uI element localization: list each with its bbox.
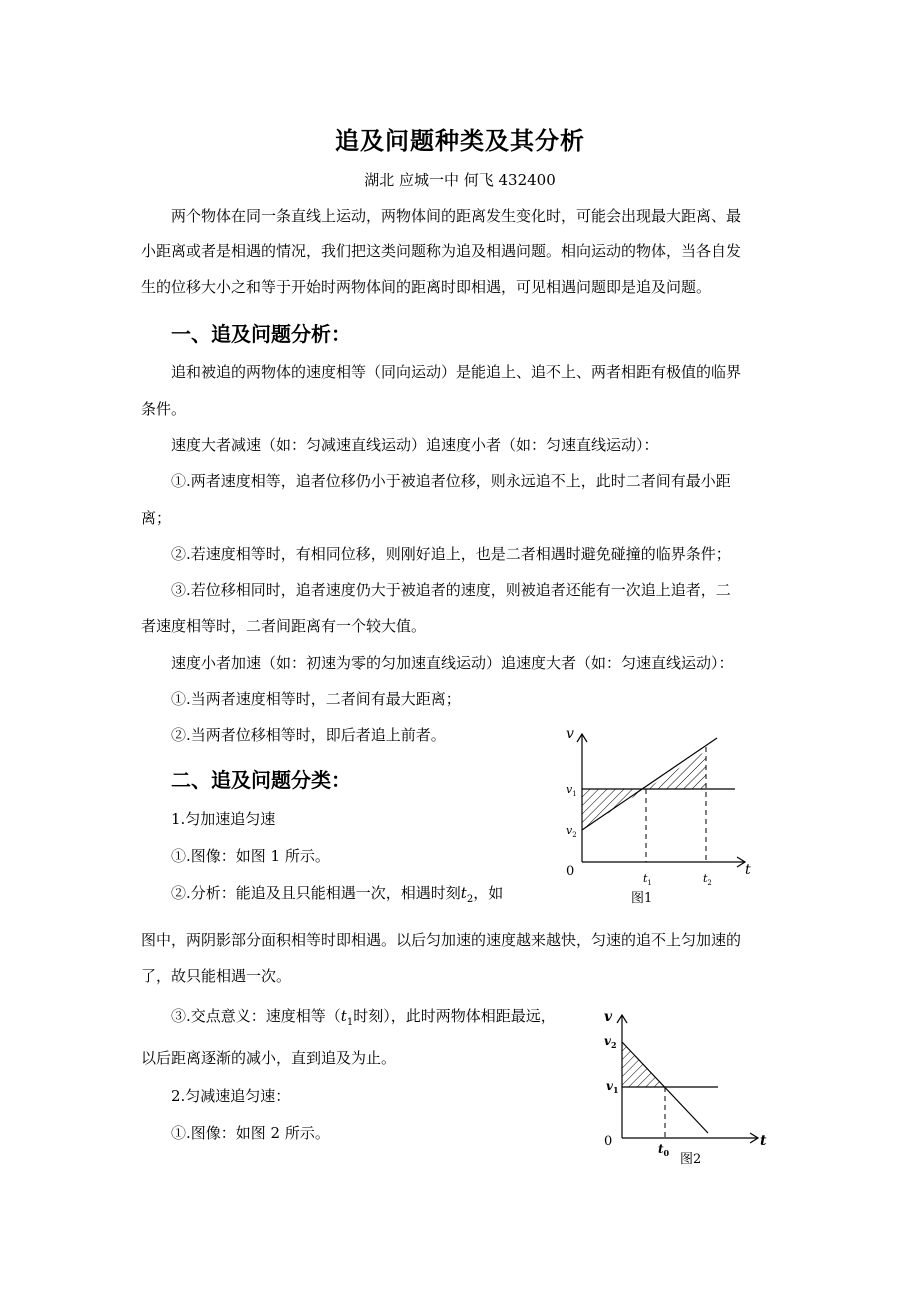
- figure-caption: 图1: [631, 891, 653, 906]
- math-var: [340, 1007, 354, 1028]
- text-run: ③.交点意义：速度相等（: [171, 1007, 341, 1025]
- t2-letter: t: [703, 872, 708, 885]
- case-intro: 速度大者减速（如：匀减速直线运动）追速度小者（如：匀速直线运动）：: [171, 436, 659, 454]
- v2-letter: v: [566, 824, 573, 837]
- list-item: ①.两者速度相等，追者位移仍小于被追者位移，则永远追不上，此时二者间有最小距: [171, 472, 731, 490]
- t1-letter: t: [643, 872, 648, 885]
- math-letter: t: [340, 1007, 347, 1025]
- paragraph-line: 条件。: [141, 400, 187, 418]
- math-subscript: 2: [466, 894, 474, 905]
- text-run: 时刻），此时两物体相距最远，: [353, 1007, 556, 1025]
- text-run: ，如: [473, 884, 504, 902]
- subsection-title: 1.匀加速追匀速: [171, 810, 276, 828]
- x-axis-label: t: [745, 862, 751, 878]
- shaded-area-after-t1: [646, 751, 706, 789]
- paragraph-line: 追和被追的两物体的速度相等（同向运动）是能追上、追不上、两者相距有极值的临界: [171, 363, 742, 381]
- list-item: ①.图像：如图 1 所示。: [171, 847, 330, 865]
- list-item: ①.图像：如图 2 所示。: [171, 1124, 330, 1142]
- page-title: 追及问题种类及其分析: [335, 127, 585, 155]
- paragraph-line: 图中，两阴影部分面积相等时即相遇。以后匀加速的速度越来越快，匀速的追不上匀加速的: [141, 931, 742, 949]
- subsection-title: 2.匀减速追匀速：: [171, 1087, 291, 1105]
- intro-line: 两个物体在同一条直线上运动，两物体间的距离发生变化时，可能会出现最大距离、最: [171, 207, 742, 225]
- list-item: 者速度相等时，二者间距离有一个较大值。: [141, 617, 427, 635]
- intro-line: 生的位移大小之和等于开始时两物体间的距离时即相遇，可见相遇问题即是追及问题。: [141, 278, 712, 296]
- math-var: [460, 884, 474, 905]
- t0-label: [658, 1142, 670, 1158]
- t0-letter: t: [658, 1142, 664, 1156]
- x-axis-label: t: [760, 1133, 767, 1149]
- text-run: ②.分析：能追及且只能相遇一次，相遇时刻: [171, 884, 461, 902]
- v1-letter: v: [606, 1079, 613, 1093]
- v1-subscript: 1: [572, 790, 577, 798]
- v1-label: [606, 1079, 619, 1095]
- list-item: [171, 882, 503, 905]
- y-axis-label: v: [604, 1009, 613, 1025]
- t1-label: [643, 872, 652, 887]
- section-heading: 二、追及问题分类：: [171, 768, 351, 792]
- list-item: [171, 1005, 556, 1028]
- intro-line: 小距离或者是相遇的情况，我们把这类问题称为追及相遇问题。相向运动的物体，当各自发: [141, 242, 742, 260]
- list-item: ②.若速度相等时，有相同位移，则刚好追上，也是二者相遇时避免碰撞的临界条件；: [171, 545, 731, 563]
- list-item: ②.当两者位移相等时，即后者追上前者。: [171, 726, 446, 744]
- section-heading: 一、追及问题分析：: [171, 322, 351, 346]
- t2-subscript: 2: [707, 879, 712, 887]
- v1-label: [566, 783, 577, 798]
- v2-label: [566, 824, 577, 839]
- figure-2: [600, 1005, 780, 1170]
- origin-label: 0: [604, 1134, 613, 1149]
- paragraph-line: 了，故只能相遇一次。: [141, 967, 292, 985]
- list-item: ③.若位移相同时，追者速度仍大于被追者的速度，则被追者还能有一次追上追者，二: [171, 581, 731, 599]
- t0-subscript: 0: [663, 1148, 670, 1158]
- list-item: 离；: [141, 509, 172, 527]
- case-intro: 速度小者加速（如：初速为零的匀加速直线运动）追速度大者（如：匀速直线运动）：: [171, 654, 734, 672]
- author-line: 湖北 应城一中 何飞 432400: [364, 171, 556, 189]
- origin-label: 0: [566, 864, 575, 879]
- v2-subscript: 2: [610, 1040, 617, 1050]
- paragraph-line: 以后距离逐渐的减小，直到追及为止。: [141, 1049, 397, 1067]
- v1-letter: v: [566, 783, 573, 796]
- list-item: ①.当两者速度相等时，二者间有最大距离；: [171, 690, 461, 708]
- v2-letter: v: [604, 1034, 611, 1048]
- figure-1: [555, 722, 760, 907]
- math-letter: t: [460, 884, 467, 902]
- v2-subscript: 2: [572, 831, 577, 839]
- t1-subscript: 1: [647, 879, 652, 887]
- y-axis-label: v: [566, 726, 574, 742]
- v2-label: [604, 1034, 617, 1050]
- math-subscript: 1: [346, 1017, 354, 1028]
- t2-label: [703, 872, 712, 887]
- figure-caption: 图2: [680, 1152, 702, 1167]
- v1-subscript: 1: [612, 1085, 619, 1095]
